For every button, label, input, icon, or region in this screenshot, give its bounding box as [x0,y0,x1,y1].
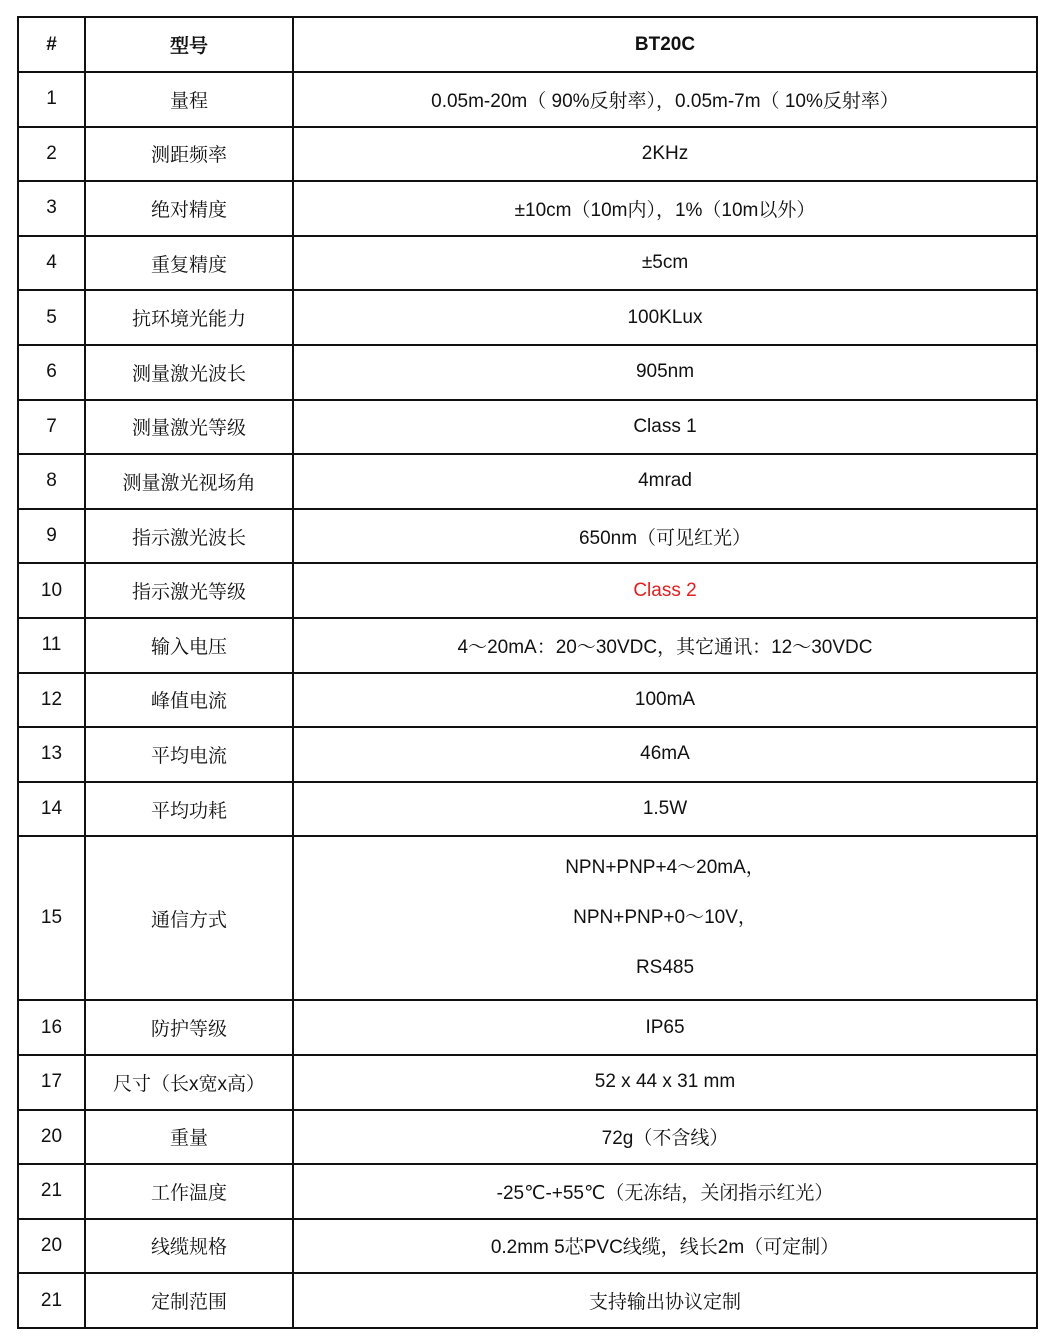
row-name: 指示激光等级 [85,563,293,618]
row-value: -25℃-+55℃（无冻结，关闭指示红光） [293,1164,1037,1219]
row-value: 0.2mm 5芯PVC线缆，线长2m（可定制） [293,1219,1037,1274]
row-value: 2KHz [293,127,1037,182]
row-value: Class 1 [293,400,1037,455]
row-value: 1.5W [293,782,1037,837]
table-row [18,673,1037,728]
row-name: 平均电流 [85,727,293,782]
table-row [18,618,1037,673]
row-num: 20 [18,1219,85,1274]
row-name: 重量 [85,1110,293,1165]
row-value: 72g（不含线） [293,1110,1037,1165]
row-value: 905nm [293,345,1037,400]
spec-table [17,16,1038,1329]
row-num: 13 [18,727,85,782]
row-name: 尺寸（长x宽x高） [85,1055,293,1110]
row-value: ±5cm [293,236,1037,291]
value-line: NPN+PNP+0～10V， [573,907,757,929]
table-row [18,236,1037,291]
row-name: 线缆规格 [85,1219,293,1274]
table-row [18,1000,1037,1055]
table-row [18,782,1037,837]
row-value: 46mA [293,727,1037,782]
row-name: 定制范围 [85,1273,293,1328]
table-row [18,400,1037,455]
row-num: 8 [18,454,85,509]
row-num: 9 [18,509,85,564]
value-line: RS485 [635,957,695,979]
row-name: 工作温度 [85,1164,293,1219]
row-num: 1 [18,72,85,127]
row-value: 100mA [293,673,1037,728]
row-num: 16 [18,1000,85,1055]
table-row [18,1164,1037,1219]
row-name: 测量激光波长 [85,345,293,400]
table-row [18,127,1037,182]
row-num: 21 [18,1164,85,1219]
row-name: 重复精度 [85,236,293,291]
row-name: 测量激光等级 [85,400,293,455]
row-num: 15 [18,836,85,1000]
row-name: 测距频率 [85,127,293,182]
table-row [18,345,1037,400]
row-value: 650nm（可见红光） [293,509,1037,564]
row-name: 平均功耗 [85,782,293,837]
header-num: # [18,17,85,72]
row-value: 4mrad [293,454,1037,509]
row-name: 绝对精度 [85,181,293,236]
table-row [18,1055,1037,1110]
row-num: 6 [18,345,85,400]
row-num: 5 [18,290,85,345]
row-name: 输入电压 [85,618,293,673]
row-name: 测量激光视场角 [85,454,293,509]
table-row [18,454,1037,509]
row-num: 7 [18,400,85,455]
row-value-multiline [293,836,1037,1000]
table-row [18,836,1037,1000]
table-row [18,1110,1037,1165]
table-header-row [18,17,1037,72]
row-num: 12 [18,673,85,728]
row-num: 21 [18,1273,85,1328]
row-num: 10 [18,563,85,618]
row-name: 防护等级 [85,1000,293,1055]
row-value: 4～20mA：20～30VDC，其它通讯：12～30VDC [293,618,1037,673]
row-num: 20 [18,1110,85,1165]
row-name: 峰值电流 [85,673,293,728]
row-num: 3 [18,181,85,236]
value-line: NPN+PNP+4～20mA， [565,857,765,879]
table-row [18,563,1037,618]
row-name: 通信方式 [85,836,293,1000]
table-row [18,181,1037,236]
table-row [18,290,1037,345]
table-row [18,72,1037,127]
row-num: 17 [18,1055,85,1110]
row-value: 支持输出协议定制 [293,1273,1037,1328]
row-value: IP65 [293,1000,1037,1055]
row-value: ±10cm（10m内），1%（10m以外） [293,181,1037,236]
row-value-highlight: Class 2 [293,563,1037,618]
table-row [18,509,1037,564]
row-num: 11 [18,618,85,673]
row-num: 2 [18,127,85,182]
header-name: 型号 [85,17,293,72]
row-value: 100KLux [293,290,1037,345]
row-name: 抗环境光能力 [85,290,293,345]
header-value: BT20C [293,17,1037,72]
row-num: 14 [18,782,85,837]
row-name: 指示激光波长 [85,509,293,564]
row-value: 52 x 44 x 31 mm [293,1055,1037,1110]
table-row [18,1219,1037,1274]
row-value: 0.05m-20m（ 90%反射率），0.05m-7m（ 10%反射率） [293,72,1037,127]
row-num: 4 [18,236,85,291]
table-row [18,1273,1037,1328]
row-name: 量程 [85,72,293,127]
table-row [18,727,1037,782]
